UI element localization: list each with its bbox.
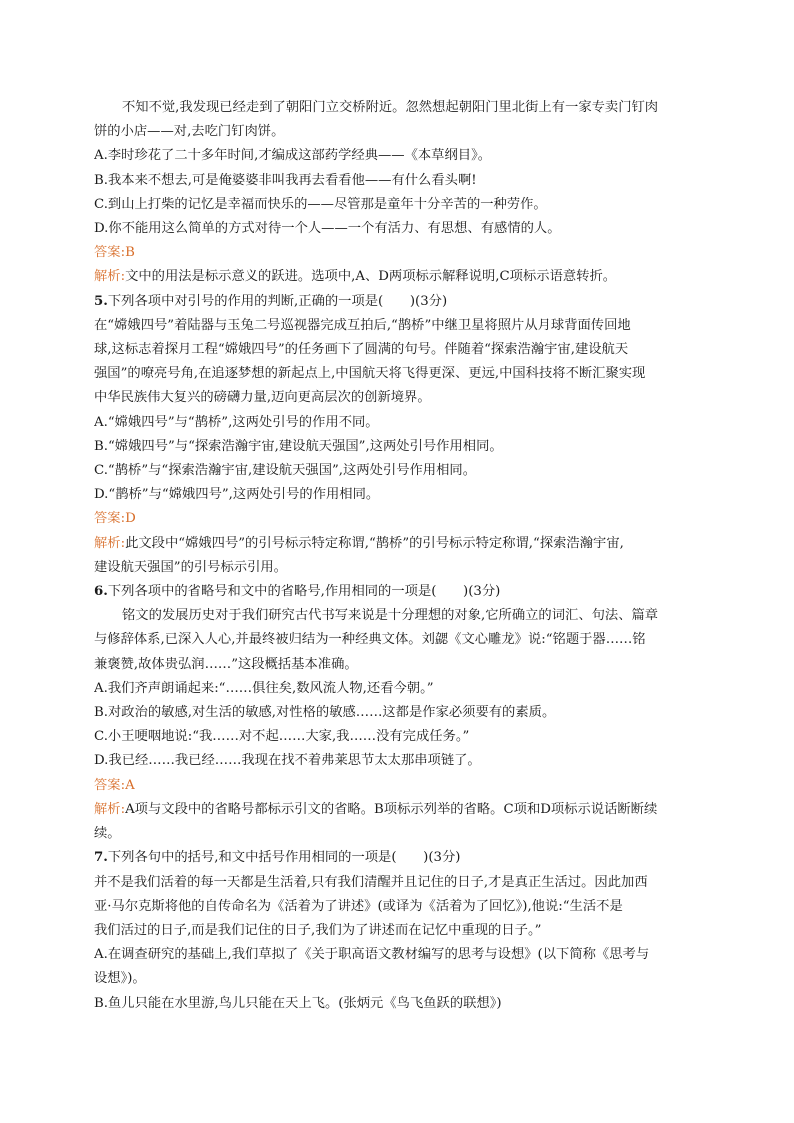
q5-analysis-text-1: 此文段中“嫦娥四号”的引号标示特定称谓,“鹊桥”的引号标示特定称谓,“探索浩瀚宇宙,	[125, 535, 624, 551]
q5-stem-text: 下列各项中对引号的作用的判断,正确的一项是( )(3分)	[107, 293, 448, 309]
q7-passage-line-3: 我们活过的日子,而是我们记住的日子,我们为了讲述而在记忆中重现的日子。”	[94, 922, 542, 938]
q6-answer	[94, 774, 702, 798]
q5-option-d: D.“鹊桥”与“嫦娥四号”,这两处引号的作用相同。	[94, 487, 380, 503]
q6-option-a: A.我们齐声朗诵起来:“……俱往矣,数风流人物,还看今朝。”	[94, 680, 434, 696]
q6-option-b: B.对政治的敏感,对生活的敏感,对性格的敏感……这都是作家必须要有的素质。	[94, 705, 556, 721]
q4-option-c: C.到山上打柴的记忆是幸福而快乐的——尽管那是童年十分辛苦的一种劳作。	[94, 196, 547, 212]
q5-stem	[94, 290, 702, 314]
passage-intro-line-1: 不知不觉,我发现已经走到了朝阳门立交桥附近。忽然想起朝阳门里北街上有一家专卖门钉肉	[122, 100, 659, 115]
q6-number: 6.	[94, 584, 108, 600]
q7-option-a-line-1: A.在调查研究的基础上,我们草拟了《关于职高语文教材编写的思考与设想》(以下简称《思考与	[94, 947, 650, 963]
q5-number: 5.	[94, 293, 108, 309]
q6-answer-label: 答案:	[94, 777, 126, 793]
q6-stem	[94, 580, 702, 604]
q5-option-c: C.“鹊桥”与“探索浩瀚宇宙,建设航天强国”,这两处引号作用相同。	[94, 463, 476, 479]
q4-analysis	[94, 265, 702, 289]
q5-passage-line-4: 中华民族伟大复兴的磅礴力量,迈向更高层次的创新境界。	[94, 390, 431, 406]
q7-stem	[94, 846, 702, 870]
q6-stem-text: 下列各项中的省略号和文中的省略号,作用相同的一项是( )(3分)	[107, 584, 501, 600]
q6-answer-value: A	[125, 777, 135, 793]
q4-answer-value: B	[125, 245, 135, 261]
q4-answer	[94, 241, 702, 265]
q5-option-b: B.“嫦娥四号”与“探索浩瀚宇宙,建设航天强国”,这两处引号作用相同。	[94, 438, 503, 454]
q6-analysis-text-1: A项与文段中的省略号都标示引文的省略。B项标示列举的省略。C项和D项标示说话断断续	[125, 801, 658, 817]
q7-option-a-line-2: 设想》)。	[94, 971, 146, 987]
document-content	[94, 96, 702, 1016]
q4-option-b: B.我本来不想去,可是俺婆婆非叫我再去看看他——有什么看头啊!	[94, 172, 477, 188]
q7-passage-line-2: 亚·马尔克斯将他的自传命名为《活着为了讲述》(或译为《活着为了回忆》),他说:“生活不是	[94, 898, 623, 914]
q6-option-c: C.小王哽咽地说:“我……对不起……大家,我……没有完成任务。”	[94, 729, 470, 745]
q4-analysis-text: 文中的用法是标示意义的跃进。选项中,A、D两项标示解释说明,C项标示语意转折。	[125, 269, 617, 285]
q5-option-a: A.“嫦娥四号”与“鹊桥”,这两处引号的作用不同。	[94, 414, 379, 430]
q6-analysis-label: 解析:	[94, 801, 126, 817]
q5-passage-line-1: 在“嫦娥四号”着陆器与玉兔二号巡视器完成互拍后,“鹊桥”中继卫星将照片从月球背面传回地	[94, 317, 631, 333]
q6-analysis-line-1	[94, 798, 702, 822]
q4-option-a: A.李时珍花了二十多年时间,才编成这部药学经典——《本草纲目》。	[94, 148, 492, 164]
q5-answer	[94, 507, 702, 531]
q4-option-d: D.你不能用这么简单的方式对待一个人——一个有活力、有思想、有感情的人。	[94, 221, 561, 237]
q7-option-b: B.鱼儿只能在水里游,鸟儿只能在天上飞。(张炳元《鸟飞鱼跃的联想》)	[94, 995, 502, 1011]
q5-passage-line-3: 强国”的嘹亮号角,在追逐梦想的新起点上,中国航天将飞得更深、更远,中国科技将不断汇聚实现	[94, 366, 646, 382]
q5-answer-value: D	[125, 511, 136, 527]
passage-intro-line-2: 饼的小店——对,去吃门钉肉饼。	[94, 124, 285, 140]
q5-analysis-line-1	[94, 532, 702, 556]
q7-number: 7.	[94, 850, 108, 866]
q5-answer-label: 答案:	[94, 511, 126, 527]
q5-analysis-line-2: 建设航天强国”的引号标示引用。	[94, 559, 287, 575]
q6-passage-line-3: 兼褒赞,故体贵弘润……”这段概括基本准确。	[94, 656, 358, 672]
q7-passage-line-1: 并不是我们活着的每一天都是生活着,只有我们清醒并且记住的日子,才是真正生活过。因此加西	[94, 874, 648, 890]
q5-passage-line-2: 球,这标志着探月工程“嫦娥四号”的任务画下了圆满的句号。伴随着“探索浩瀚宇宙,建设航天	[94, 342, 629, 358]
q6-passage-line-1: 铭文的发展历史对于我们研究古代书写来说是十分理想的对象,它所确立的词汇、句法、篇章	[122, 608, 659, 624]
q6-option-d: D.我已经……我已经……我现在找不着弗莱思节太太那串项链了。	[94, 753, 481, 769]
q7-stem-text: 下列各句中的括号,和文中括号作用相同的一项是( )(3分)	[107, 850, 461, 866]
q6-passage-line-2: 与修辞体系,已深入人心,并最终被归结为一种经典文体。刘勰《文心雕龙》说:“铭题于器……铭	[94, 632, 646, 648]
q4-answer-label: 答案:	[94, 245, 126, 261]
q5-analysis-label: 解析:	[94, 535, 126, 551]
q4-analysis-label: 解析:	[94, 269, 126, 285]
q6-analysis-line-2: 续。	[94, 826, 121, 842]
